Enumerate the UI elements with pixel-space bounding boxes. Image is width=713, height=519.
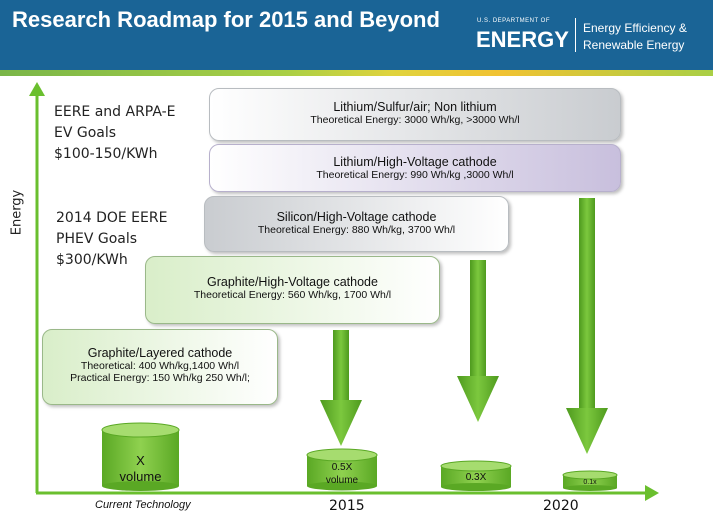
page-title: Research Roadmap for 2015 and Beyond	[12, 7, 440, 32]
ev-goals-line-2: EV Goals	[54, 125, 117, 141]
volume-label-0.3x	[441, 472, 511, 483]
ev-goals-line-1: EERE and ARPA-E	[54, 104, 176, 120]
volume-value: X	[136, 453, 145, 468]
box-title: Graphite/Layered cathode	[87, 346, 233, 360]
volume-value: 0.3X	[465, 472, 487, 483]
volume-label-0.5x	[307, 461, 377, 487]
box-title: Graphite/High-Voltage cathode	[207, 275, 378, 289]
ev-goals	[54, 102, 176, 165]
y-axis-label: Energy	[9, 189, 25, 236]
box-graphite-layered	[42, 329, 278, 405]
phev-goals-line-2: PHEV Goals	[56, 231, 138, 247]
box-detail-practical: Practical Energy: 150 Wh/kg 250 Wh/l;	[70, 372, 250, 384]
phev-goals-line-1: 2014 DOE EERE	[56, 210, 168, 226]
phev-goals-line-3: $300/KWh	[56, 252, 128, 268]
arrow-2020	[566, 198, 608, 454]
volume-unit: volume	[325, 475, 359, 486]
volume-label-x	[102, 453, 179, 485]
x-label-current-technology: Current Technology	[95, 499, 191, 511]
box-title: Silicon/High-Voltage cathode	[276, 210, 437, 224]
box-title: Lithium/Sulfur/air; Non lithium	[333, 100, 497, 114]
x-label-2020: 2020	[543, 498, 579, 514]
box-detail: Theoretical Energy: 990 Wh/kg ,3000 Wh/l	[316, 169, 514, 181]
doe-department-label: U.S. DEPARTMENT OF	[477, 18, 551, 24]
arrow-mid	[457, 260, 499, 422]
volume-unit: volume	[119, 469, 162, 484]
box-title: Lithium/High-Voltage cathode	[333, 155, 497, 169]
box-silicon-high-voltage	[204, 196, 509, 252]
box-detail: Theoretical Energy: 3000 Wh/kg, >3000 Wh/l	[310, 114, 520, 126]
volume-value: 0.1x	[583, 479, 597, 486]
volume-label-0.1x	[563, 479, 617, 486]
box-lithium-sulfur-air	[209, 88, 621, 141]
box-detail: Theoretical Energy: 880 Wh/kg, 3700 Wh/l	[257, 224, 456, 236]
box-detail: Theoretical Energy: 560 Wh/kg, 1700 Wh/l	[193, 289, 392, 301]
doe-energy-logo: ENERGY	[476, 27, 569, 52]
volume-value: 0.5X	[331, 462, 353, 473]
box-detail: Theoretical: 400 Wh/kg,1400 Wh/l	[80, 360, 240, 372]
ev-goals-line-3: $100-150/KWh	[54, 146, 158, 162]
x-label-2015: 2015	[329, 498, 365, 514]
arrow-2015	[320, 330, 362, 446]
box-graphite-high-voltage	[145, 256, 440, 324]
eere-line-2: Renewable Energy	[583, 38, 685, 52]
eere-line-1: Energy Efficiency &	[583, 21, 687, 35]
box-lithium-high-voltage	[209, 144, 621, 192]
y-axis	[29, 82, 45, 493]
